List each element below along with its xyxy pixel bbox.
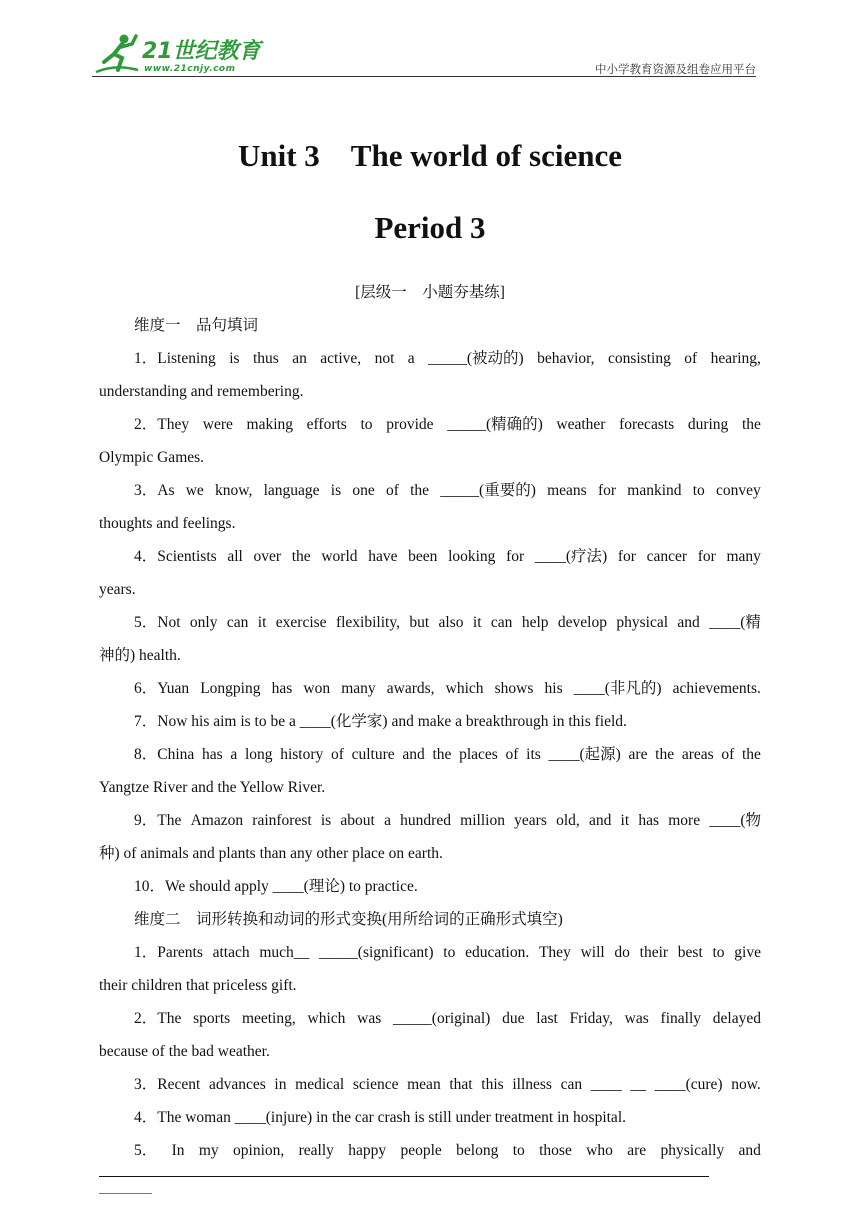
word: history: [280, 746, 324, 763]
word: give: [734, 944, 761, 961]
exercise-body: [99, 276, 761, 1167]
section-heading: 维度二 词形转换和动词的形式变换(用所给词的正确形式填空): [134, 911, 563, 928]
word: during: [687, 416, 729, 433]
word: flexibility,: [335, 614, 400, 631]
section-heading: 维度一 品句填词: [134, 317, 259, 334]
logo-url: www.21cnjy.com: [144, 64, 236, 74]
exercise-line: thoughts and feelings.: [99, 515, 236, 532]
word: old,: [556, 812, 580, 829]
exercise-line: understanding and remembering.: [99, 383, 304, 400]
word: shows: [494, 680, 534, 697]
word: opinion,: [233, 1142, 285, 1159]
word: can: [560, 1076, 583, 1093]
word: rainforest: [252, 812, 312, 829]
word: develop: [557, 614, 607, 631]
word: mean: [407, 1076, 441, 1093]
word: _____(original): [393, 1010, 491, 1027]
word: of: [385, 482, 399, 499]
word: much__: [259, 944, 310, 961]
word: consisting: [607, 350, 671, 367]
word: of: [684, 350, 698, 367]
word: language: [263, 482, 320, 499]
word: is: [229, 350, 240, 367]
word: won: [303, 680, 331, 697]
word: the: [655, 746, 675, 763]
word: to: [360, 416, 373, 433]
word: years: [514, 812, 547, 829]
word: it: [472, 614, 482, 631]
word: due: [502, 1010, 525, 1027]
word: awards,: [386, 680, 435, 697]
word: only: [189, 614, 218, 631]
word: many: [726, 548, 761, 565]
word: 1．Listening: [134, 350, 216, 367]
word: were: [202, 416, 233, 433]
word: exercise: [275, 614, 327, 631]
word: 5．: [134, 1142, 158, 1159]
word: it: [257, 614, 267, 631]
word: convey: [716, 482, 761, 499]
word: _____(重要的): [440, 482, 536, 499]
word: 1．Parents: [134, 944, 203, 961]
exercise-line: their children that priceless gift.: [99, 977, 297, 994]
word: was: [357, 1010, 382, 1027]
word: _____(significant): [319, 944, 434, 961]
exercise-line: because of the bad weather.: [99, 1043, 270, 1060]
word: ____(物: [709, 812, 761, 829]
word: _____(精确的): [447, 416, 543, 433]
word: its: [526, 746, 541, 763]
page-title: Unit 3 The world of science: [237, 138, 623, 173]
word: In: [171, 1142, 185, 1159]
exercise-line: Yangtze River and the Yellow River.: [99, 779, 326, 796]
word: They: [538, 944, 571, 961]
word: and: [738, 1142, 761, 1159]
word: and: [402, 746, 425, 763]
exercise-line: [层级一 小题夯基练]: [355, 284, 505, 301]
word: to: [512, 1142, 525, 1159]
word: not: [374, 350, 395, 367]
word: help: [521, 614, 549, 631]
word: have: [368, 548, 398, 565]
word: mankind: [627, 482, 682, 499]
word: means: [547, 482, 587, 499]
word: 2．They: [134, 416, 190, 433]
word: are: [627, 1142, 647, 1159]
logo-text: 21世纪教育: [142, 39, 261, 64]
word: those: [539, 1142, 572, 1159]
word: one: [352, 482, 375, 499]
word: making: [246, 416, 294, 433]
word: the: [410, 482, 430, 499]
word: weather: [556, 416, 606, 433]
word: provide: [386, 416, 434, 433]
word: which: [307, 1010, 346, 1027]
footer-link-underline[interactable]: [99, 1193, 152, 1194]
word: for: [617, 548, 636, 565]
word: medical: [295, 1076, 345, 1093]
word: 2．The: [134, 1010, 182, 1027]
exercise-line: [99, 672, 761, 705]
word: do: [614, 944, 630, 961]
word: also: [438, 614, 464, 631]
word: the: [741, 746, 761, 763]
word: and: [677, 614, 700, 631]
word: world: [321, 548, 358, 565]
word: finally: [660, 1010, 702, 1027]
exercise-line: 神的) health.: [99, 647, 181, 664]
exercise-line: 4．The woman ____(injure) in the car crash is still under treatment in hospital.: [134, 1109, 626, 1126]
word: really: [298, 1142, 334, 1159]
exercise-line: [99, 408, 761, 441]
footer-divider: [99, 1176, 709, 1177]
header-divider: [92, 76, 756, 77]
word: belong: [456, 1142, 499, 1159]
word: 5．Not: [134, 614, 181, 631]
word: behavior,: [537, 350, 595, 367]
word: ____(疗法): [534, 548, 608, 565]
word: over: [253, 548, 282, 565]
word: a: [230, 746, 238, 763]
word: best: [677, 944, 703, 961]
word: education.: [465, 944, 530, 961]
word: science: [352, 1076, 399, 1093]
word: last: [536, 1010, 558, 1027]
word: 3．Recent: [134, 1076, 201, 1093]
word: ____(非凡的): [573, 680, 662, 697]
word: which: [445, 680, 484, 697]
word: Longping: [200, 680, 261, 697]
word: Friday,: [569, 1010, 613, 1027]
word: ____(起源): [548, 746, 621, 763]
word: physically: [660, 1142, 725, 1159]
word: illness: [512, 1076, 552, 1093]
word: to: [692, 482, 705, 499]
word: achievements.: [672, 680, 761, 697]
word: to: [712, 944, 725, 961]
word: __: [630, 1076, 646, 1093]
exercise-line: [99, 474, 761, 507]
word: more: [668, 812, 701, 829]
word: his: [544, 680, 563, 697]
word: looking: [448, 548, 496, 565]
exercise-line: [99, 342, 761, 375]
word: in: [274, 1076, 287, 1093]
page-subtitle: Period 3: [374, 210, 486, 245]
word: ____(cure): [654, 1076, 723, 1093]
word: now.: [731, 1076, 761, 1093]
exercise-line: Olympic Games.: [99, 449, 205, 466]
exercise-line: [99, 738, 761, 771]
word: who: [586, 1142, 613, 1159]
word: this: [481, 1076, 504, 1093]
word: active,: [320, 350, 362, 367]
exercise-line: [99, 1134, 761, 1167]
word: ____: [590, 1076, 622, 1093]
word: was: [624, 1010, 649, 1027]
word: and: [588, 812, 612, 829]
word: about: [340, 812, 375, 829]
word: that: [449, 1076, 473, 1093]
exercise-line: [99, 606, 761, 639]
word: forecasts: [619, 416, 675, 433]
word: people: [400, 1142, 442, 1159]
site-logo: [92, 32, 262, 74]
word: can: [490, 614, 513, 631]
exercise-line: [99, 540, 761, 573]
word: we: [185, 482, 204, 499]
word: 4．Scientists: [134, 548, 217, 565]
word: long: [244, 746, 273, 763]
word: hearing,: [710, 350, 761, 367]
word: all: [227, 548, 243, 565]
word: for: [697, 548, 716, 565]
word: 9．The: [134, 812, 182, 829]
word: for: [597, 482, 617, 499]
word: 6．Yuan: [134, 680, 190, 697]
word: of: [330, 746, 344, 763]
word: ____(精: [709, 614, 761, 631]
word: can: [226, 614, 249, 631]
exercise-line: 10．We should apply ____(理论) to practice.: [134, 878, 418, 895]
word: the: [432, 746, 452, 763]
word: hundred: [400, 812, 451, 829]
word: to: [443, 944, 456, 961]
word: are: [628, 746, 648, 763]
word: has: [638, 812, 660, 829]
word: cancer: [646, 548, 688, 565]
word: a: [384, 812, 391, 829]
word: is: [320, 812, 332, 829]
word: delayed: [712, 1010, 761, 1027]
exercise-line: 7．Now his aim is to be a ____(化学家) and make a breakthrough in this field.: [134, 713, 627, 730]
word: meeting,: [241, 1010, 296, 1027]
exercise-line: 种) of animals and plants than any other place on earth.: [99, 845, 443, 862]
word: their: [639, 944, 669, 961]
word: of: [505, 746, 519, 763]
word: _____(被动的): [428, 350, 524, 367]
word: advances: [208, 1076, 266, 1093]
word: my: [198, 1142, 219, 1159]
exercise-line: years.: [99, 581, 136, 598]
word: 3．As: [134, 482, 175, 499]
word: but: [409, 614, 430, 631]
exercise-line: [99, 804, 761, 837]
word: million: [460, 812, 505, 829]
word: areas: [681, 746, 714, 763]
word: of: [721, 746, 735, 763]
word: been: [408, 548, 438, 565]
word: places: [459, 746, 498, 763]
word: many: [341, 680, 376, 697]
word: 8．China: [134, 746, 195, 763]
word: has: [271, 680, 293, 697]
exercise-line: [99, 1068, 761, 1101]
word: know,: [215, 482, 253, 499]
word: sports: [193, 1010, 231, 1027]
word: Amazon: [190, 812, 244, 829]
word: an: [292, 350, 307, 367]
platform-name: 中小学教育资源及组卷应用平台: [595, 62, 756, 76]
word: happy: [348, 1142, 387, 1159]
runner-logo-icon: [92, 32, 142, 76]
word: is: [330, 482, 342, 499]
word: the: [291, 548, 311, 565]
word: the: [741, 416, 761, 433]
word: attach: [212, 944, 250, 961]
word: has: [201, 746, 223, 763]
word: will: [580, 944, 605, 961]
word: thus: [252, 350, 279, 367]
word: a: [407, 350, 415, 367]
word: culture: [351, 746, 395, 763]
word: for: [506, 548, 525, 565]
exercise-line: [99, 1002, 761, 1035]
exercise-line: [99, 936, 761, 969]
word: physical: [616, 614, 669, 631]
page-header: [92, 28, 756, 78]
word: efforts: [306, 416, 347, 433]
word: it: [620, 812, 630, 829]
